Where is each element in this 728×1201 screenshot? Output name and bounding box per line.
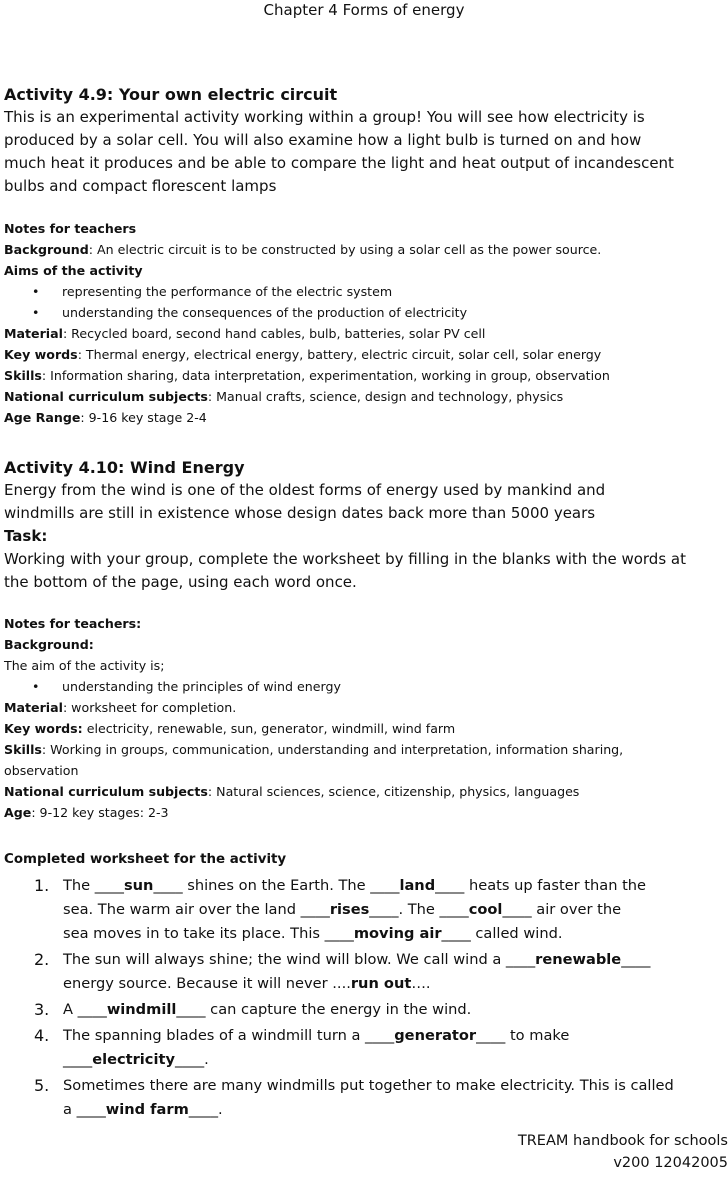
notes-for-teachers-heading: Notes for teachers: xyxy=(4,616,142,631)
keywords-text: electricity, renewable, sun, generator, windmill, wind farm xyxy=(82,721,456,736)
curriculum-text: : Manual crafts, science, design and technology, physics xyxy=(207,389,564,404)
fill-answer: sun xyxy=(123,877,154,894)
item-text: ____. The ____ xyxy=(369,901,469,918)
background-label: Background xyxy=(4,242,89,257)
age-text: : 9-12 key stages: 2-3 xyxy=(31,805,169,820)
fill-answer: electricity xyxy=(92,1051,175,1068)
item-text: ____. xyxy=(188,1101,223,1118)
item-text: ____ can capture the energy in the wind. xyxy=(176,1001,472,1018)
keywords-text: : Thermal energy, electrical energy, battery, electric circuit, solar cell, solar energy xyxy=(77,347,602,362)
item-text: sea. The warm air over the land ____ xyxy=(63,901,330,918)
item-text: ____ heats up faster than the xyxy=(435,877,647,894)
item-line xyxy=(63,898,726,922)
item-line xyxy=(63,972,726,996)
item-text: ____ shines on the Earth. The ____ xyxy=(153,877,400,894)
age-label: Age Range xyxy=(4,410,81,425)
aim-intro: The aim of the activity is; xyxy=(4,658,165,673)
skills-text: : Information sharing, data interpretation, experimentation, working in group, observation xyxy=(41,368,610,383)
item-number: 1. xyxy=(34,876,50,895)
background-row xyxy=(4,239,726,260)
material-text: : worksheet for completion. xyxy=(62,700,237,715)
worksheet-item xyxy=(4,948,726,996)
fill-answer: run out xyxy=(350,975,412,992)
aim-text: understanding the consequences of the production of electricity xyxy=(62,305,468,320)
item-text: ____. xyxy=(174,1051,209,1068)
keywords-row xyxy=(4,718,726,739)
bullet-dot: • xyxy=(32,284,40,299)
item-text: The spanning blades of a windmill turn a ____ xyxy=(63,1027,395,1044)
footer xyxy=(518,1130,728,1174)
fill-answer: windmill xyxy=(106,1001,177,1018)
item-number: 5. xyxy=(34,1076,50,1095)
skills-row-continued: observation xyxy=(4,763,79,778)
skills-row xyxy=(4,365,726,386)
age-label: Age xyxy=(4,805,32,820)
task-text-line: Working with your group, complete the worksheet by filling in the blanks with the words at xyxy=(4,550,686,568)
footer-title: TREAM handbook for schools xyxy=(517,1133,728,1149)
material-text: : Recycled board, second hand cables, bulb, batteries, solar PV cell xyxy=(62,326,486,341)
task-text-line: the bottom of the page, using each word once. xyxy=(4,573,357,591)
item-line xyxy=(63,1024,726,1048)
skills-label: Skills xyxy=(4,742,42,757)
background-heading: Background: xyxy=(4,637,94,652)
aim-text: representing the performance of the electric system xyxy=(62,284,393,299)
item-line xyxy=(63,1098,726,1122)
material-row xyxy=(4,323,726,344)
keywords-label: Key words xyxy=(4,347,78,362)
curriculum-row xyxy=(4,781,726,802)
item-text: The sun will always shine; the wind will blow. We call wind a ____ xyxy=(63,951,536,968)
activity-4-9-intro-line: This is an experimental activity working within a group! You will see how electricity is xyxy=(4,108,645,126)
aim-bullet-item xyxy=(4,281,726,302)
worksheet-item xyxy=(4,874,726,946)
age-row xyxy=(4,407,726,428)
material-row xyxy=(4,697,726,718)
item-text: energy source. Because it will never .... xyxy=(63,975,351,992)
item-number: 3. xyxy=(34,1000,50,1019)
task-label: Task: xyxy=(4,527,48,545)
activity-4-9-intro-line: bulbs and compact florescent lamps xyxy=(4,177,277,195)
skills-row xyxy=(4,739,726,760)
item-text: A ____ xyxy=(63,1001,107,1018)
item-line xyxy=(63,874,726,898)
age-row xyxy=(4,802,726,823)
keywords-label: Key words: xyxy=(4,721,83,736)
fill-answer: cool xyxy=(468,901,503,918)
worksheet-item xyxy=(4,1074,726,1122)
item-text: sea moves in to take its place. This ____ xyxy=(63,925,354,942)
background-text: : An electric circuit is to be constructed by using a solar cell as the power source. xyxy=(88,242,602,257)
worksheet-section xyxy=(4,849,726,1122)
item-line xyxy=(63,922,726,946)
item-text: ____ xyxy=(621,951,651,968)
aim-bullet-item xyxy=(4,676,726,697)
item-line xyxy=(63,1048,726,1072)
curriculum-label: National curriculum subjects xyxy=(4,784,208,799)
activity-4-10-section xyxy=(4,457,726,823)
item-text: ____ called wind. xyxy=(441,925,563,942)
worksheet-item xyxy=(4,1024,726,1072)
fill-answer: generator xyxy=(394,1027,477,1044)
item-text: The ____ xyxy=(63,877,124,894)
chapter-header: Chapter 4 Forms of energy xyxy=(263,1,465,19)
material-label: Material xyxy=(4,700,63,715)
activity-4-9-section xyxy=(4,84,726,428)
age-text: : 9-16 key stage 2-4 xyxy=(80,410,207,425)
activity-4-10-title: Activity 4.10: Wind Energy xyxy=(4,458,245,477)
aim-text: understanding the principles of wind energy xyxy=(62,679,341,694)
item-line xyxy=(63,948,726,972)
skills-text: : Working in groups, communication, understanding and interpretation, information sharing, xyxy=(41,742,624,757)
footer-version: v200 12042005 xyxy=(613,1155,728,1171)
fill-answer: rises xyxy=(329,901,370,918)
worksheet-heading: Completed worksheet for the activity xyxy=(4,852,287,867)
fill-answer: land xyxy=(399,877,436,894)
aim-bullet-item xyxy=(4,302,726,323)
activity-4-10-intro-line: Energy from the wind is one of the oldest forms of energy used by mankind and xyxy=(4,481,606,499)
item-number: 4. xyxy=(34,1026,50,1045)
activity-4-9-intro-line: much heat it produces and be able to compare the light and heat output of incandescent xyxy=(4,154,674,172)
item-text: ____ xyxy=(63,1051,93,1068)
item-text: a ____ xyxy=(63,1101,106,1118)
keywords-row xyxy=(4,344,726,365)
activity-4-9-intro-line: produced by a solar cell. You will also examine how a light bulb is turned on and how xyxy=(4,131,642,149)
material-label: Material xyxy=(4,326,63,341)
worksheet-item xyxy=(4,998,726,1022)
curriculum-row xyxy=(4,386,726,407)
fill-answer: renewable xyxy=(535,951,622,968)
item-text: …. xyxy=(411,975,431,992)
item-line xyxy=(63,998,726,1022)
item-text: ____ to make xyxy=(476,1027,570,1044)
item-text: ____ air over the xyxy=(502,901,622,918)
notes-for-teachers-heading: Notes for teachers xyxy=(4,221,137,236)
item-line: Sometimes there are many windmills put together to make electricity. This is called xyxy=(63,1077,674,1094)
activity-4-9-title: Activity 4.9: Your own electric circuit xyxy=(4,85,338,104)
curriculum-label: National curriculum subjects xyxy=(4,389,208,404)
fill-answer: moving air xyxy=(353,925,442,942)
item-number: 2. xyxy=(34,950,50,969)
activity-4-10-intro-line: windmills are still in existence whose design dates back more than 5000 years xyxy=(4,504,596,522)
curriculum-text: : Natural sciences, science, citizenship, physics, languages xyxy=(207,784,580,799)
bullet-dot: • xyxy=(32,305,40,320)
skills-label: Skills xyxy=(4,368,42,383)
aims-heading: Aims of the activity xyxy=(4,263,143,278)
fill-answer: wind farm xyxy=(105,1101,189,1118)
bullet-dot: • xyxy=(32,679,40,694)
